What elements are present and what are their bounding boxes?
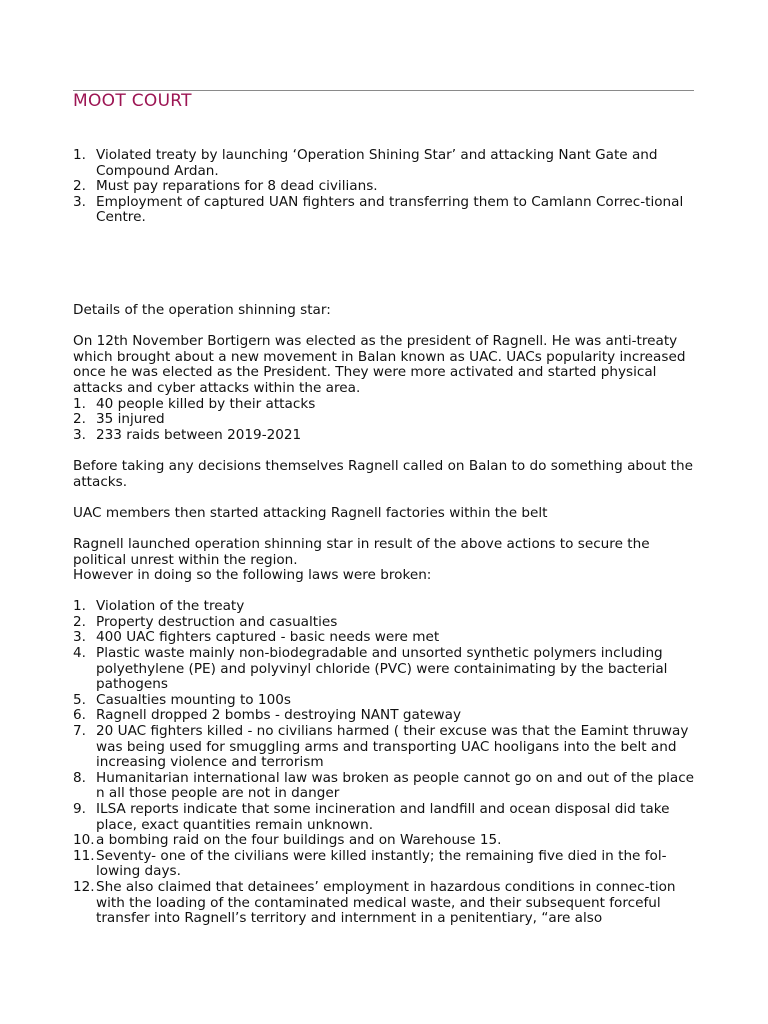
list-item	[73, 771, 697, 802]
list-item-text: Must pay reparations for 8 dead civilians.	[96, 178, 378, 195]
list-item-number: 11.	[73, 847, 95, 864]
list-item-text: 20 UAC fighters killed - no civilians harmed ( their excuse was that the Eamint thruway was being used for smuggling arms and transporting UAC hooligans into the belt and increasing violence and terrorism	[96, 723, 689, 771]
list-item-number: 2.	[73, 178, 86, 195]
list-item-number: 12.	[73, 878, 95, 895]
summary-section	[73, 148, 697, 226]
list-item	[73, 195, 697, 226]
list-item-number: 2.	[73, 411, 86, 428]
list-item-number: 2.	[73, 613, 86, 630]
list-item-number: 1.	[73, 598, 86, 615]
list-item-text: 40 people killed by their attacks	[96, 395, 316, 412]
list-item-text: Ragnell dropped 2 bombs - destroying NANT gateway	[96, 707, 461, 724]
list-item	[73, 599, 697, 615]
paragraph-election: On 12th November Bortigern was elected as the president of Ragnell. He was anti-treaty which brought about a new movement in Balan known as UAC. UACs popularity increased once he was elected as the President. They were more activated and started physical attacks and cyber attacks within the area.	[73, 333, 686, 396]
paragraph-however: However in doing so the following laws were broken:	[73, 567, 432, 584]
details-section	[73, 303, 697, 927]
summary-list	[73, 148, 697, 226]
list-item-number: 6.	[73, 707, 86, 724]
list-item	[73, 179, 697, 195]
list-item-text: Humanitarian international law was broken as people cannot go on and out of the place n all those people are not in danger	[96, 769, 695, 802]
list-item-number: 4.	[73, 645, 86, 662]
list-item	[73, 833, 697, 849]
list-item	[73, 630, 697, 646]
list-item	[73, 693, 697, 709]
list-item-text: 400 UAC fighters captured - basic needs were met	[96, 629, 440, 646]
list-item	[73, 428, 697, 444]
list-item-number: 9.	[73, 801, 86, 817]
details-heading: Details of the operation shinning star:	[73, 302, 331, 318]
list-item	[73, 724, 697, 771]
list-item-text: 233 raids between 2019-2021	[96, 426, 302, 443]
list-item	[73, 615, 697, 631]
list-item	[73, 412, 697, 428]
list-item-number: 5.	[73, 691, 86, 708]
list-item-text: Seventy- one of the civilians were killed instantly; the remaining five died in the fol-lowing days.	[96, 847, 667, 880]
list-item-text: Property destruction and casualties	[96, 613, 338, 630]
stats-list	[73, 397, 697, 444]
list-item	[73, 880, 697, 927]
list-item-number: 10.	[73, 832, 95, 849]
list-item	[73, 849, 697, 880]
paragraph-uac: UAC members then started attacking Ragnell factories within the belt	[73, 504, 548, 521]
list-item-number: 7.	[73, 723, 86, 740]
paragraph-called: Before taking any decisions themselves Ragnell called on Balan to do something about the attacks.	[73, 457, 693, 490]
list-item	[73, 646, 697, 693]
list-item	[73, 148, 697, 179]
list-item-text: ILSA reports indicate that some incineration and landfill and ocean disposal did take place, exact quantities remain unknown.	[96, 801, 670, 833]
paragraph-launched: Ragnell launched operation shinning star in result of the above actions to secure the political unrest within the region.	[73, 535, 650, 568]
list-item-number: 3.	[73, 629, 86, 646]
list-item-text: a bombing raid on the four buildings and on Warehouse 15.	[96, 832, 502, 849]
page-title: MOOT COURT	[73, 91, 192, 111]
list-item	[73, 802, 697, 833]
list-item-text: Violation of the treaty	[96, 598, 245, 615]
list-item-text: Casualties mounting to 100s	[96, 691, 291, 708]
list-item-number: 1.	[73, 147, 86, 163]
list-item	[73, 397, 697, 413]
list-item-number: 3.	[73, 193, 86, 210]
list-item-number: 8.	[73, 769, 86, 786]
list-item-text: Plastic waste mainly non-biodegradable and unsorted synthetic polymers including polyethylene (PE) and polyvinyl chloride (PVC) were containimating by the bacterial pathogens	[96, 645, 668, 693]
list-item-text: Violated treaty by launching ‘Operation Shining Star’ and attacking Nant Gate and Compound Ardan.	[96, 147, 658, 179]
laws-list	[73, 599, 697, 926]
list-item-number: 1.	[73, 395, 86, 412]
list-item	[73, 708, 697, 724]
list-item-text: She also claimed that detainees’ employment in hazardous conditions in connec-tion with the loading of the contaminated medical waste, and their subsequent forceful transfer into Ragnell’s territory and internment in a penitentiary, “are also	[96, 878, 676, 927]
list-item-text: Employment of captured UAN fighters and transferring them to Camlann Correc-tional Centre.	[96, 193, 684, 226]
list-item-number: 3.	[73, 426, 86, 443]
list-item-text: 35 injured	[96, 411, 165, 428]
